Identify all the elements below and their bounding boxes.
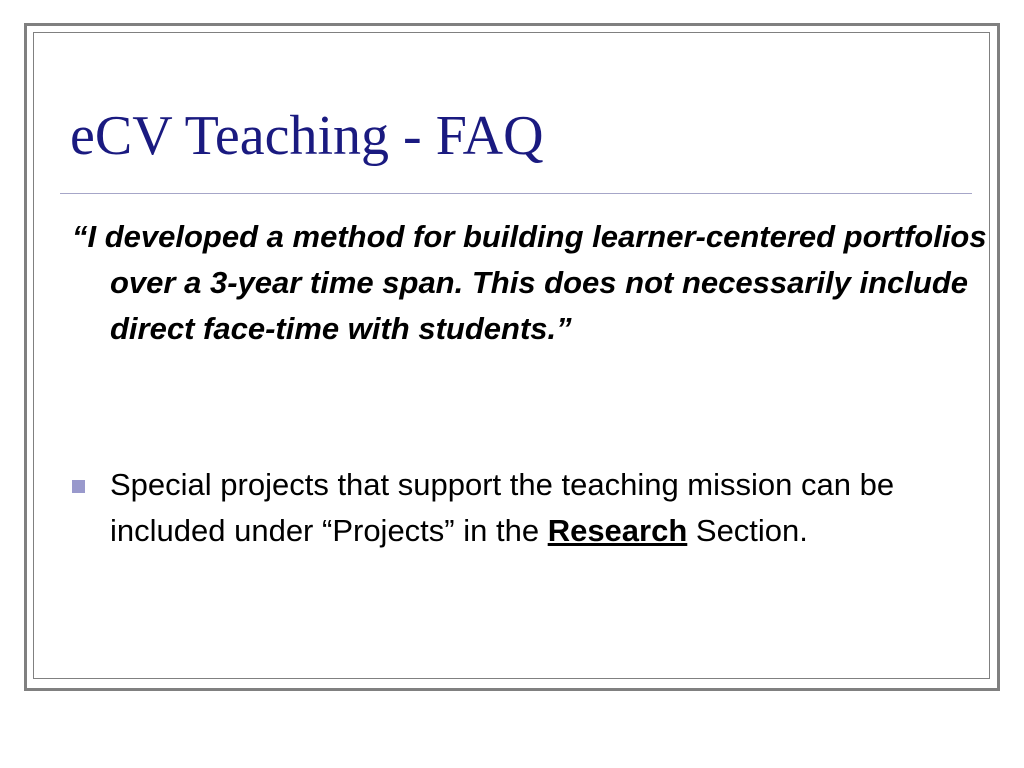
- faq-quote: “I developed a method for building learner-centered portfolios over a 3-year time span. This does not necessarily include direct face-time with students.”: [72, 219, 987, 346]
- slide-title: eCV Teaching - FAQ: [70, 105, 544, 167]
- bullet-text: [110, 462, 972, 554]
- bullet-item: [72, 462, 972, 554]
- bullet-text-before: Special projects that support the teaching mission can be included under “Projects” in the: [110, 467, 895, 548]
- title-divider: [60, 193, 972, 194]
- research-link[interactable]: Research: [547, 513, 688, 548]
- bullet-text-after: Section.: [687, 513, 808, 548]
- square-bullet-icon: [72, 480, 85, 493]
